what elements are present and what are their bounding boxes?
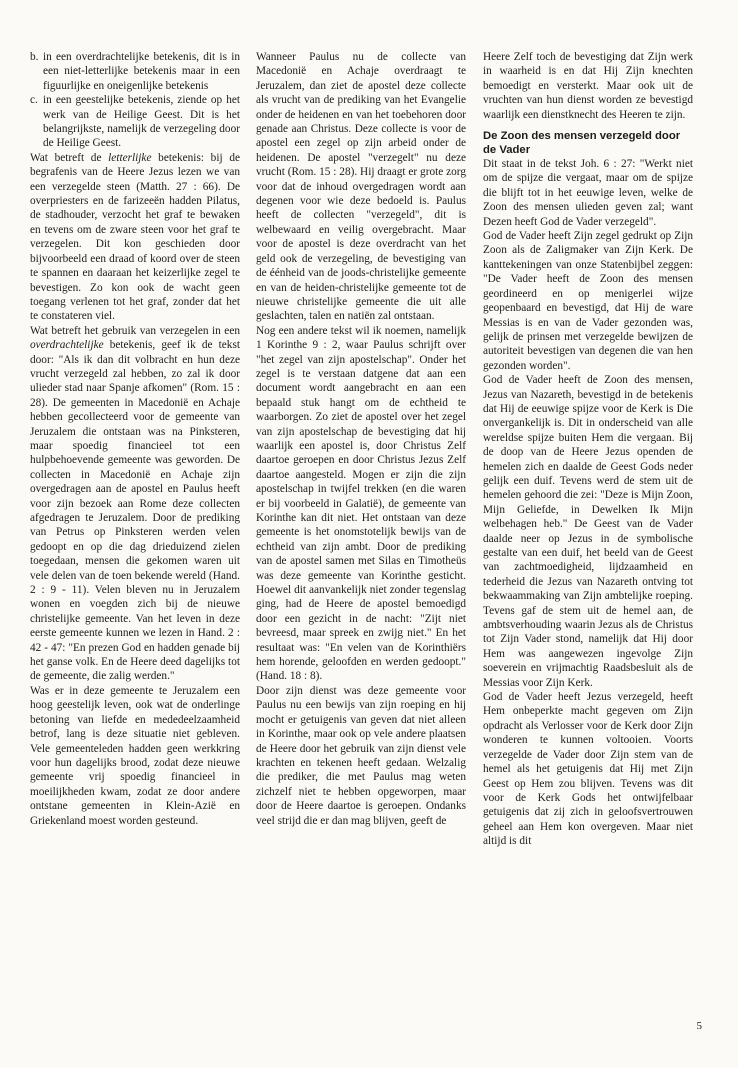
paragraph-text: betekenis, geef ik de tekst door: "Als ik dan dit volbracht en hun deze vrucht verzegeld zal hebben, zo zal ik door ulieder stad naar Spanje afkomen" (Rom. 15 : 28). De gemeenten in Macedonië en Achaje hebben gecollecteerd voor de gemeente van Jeruzalem die ontstaan was na Pinksteren, maar spoedig financieel tot een hulpbehoevende gemeente was geworden. De collecten in Macedonië en Achaje zijn overgedragen aan de apostel en Paulus heeft voor zijn bezoek aan Rome deze collecten afgedragen te Jeruzalem. Door de prediking van Petrus op Pinksteren werden velen gedoopt en op die dag drieduizend zielen toegedaan, mensen die gekomen waren uit vele delen van de toen bekende wereld (Hand. 2 : 9 - 11). Velen bleven nu in Jeruzalem wonen en voegden zich bij de nieuwe christelijke gemeente. Van het leven in deze eerste gemeente kunnen we lezen in Hand. 2 : 42 - 47: "En prezen God en hadden genade bij het ganse volk. En de Heere deed dagelijks tot de gemeente, die zalig werden.": [30, 339, 240, 683]
paragraph: Door zijn dienst was deze gemeente voor Paulus nu een bewijs van zijn roeping en hij mocht er getuigenis van geven dat niet alleen in Korinthe, maar ook op vele andere plaatsen de Heere door het gebruik van zijn dienst vele krachten en tekenen heeft gedaan. Welzalig die prediker, die met Paulus mag weten zichzelf niet te hebben opgeworpen, maar door de Heere daartoe is geroepen. Ondanks veel strijd die er dan mag blijven, geeft de: [256, 684, 466, 827]
paragraph-overdrachtelijke: [30, 324, 240, 684]
paragraph: Nog een andere tekst wil ik noemen, namelijk 1 Korinthe 9 : 2, waar Paulus schrijft over "het zegel van zijn apostelschap". Onder het zegel is te verstaan datgene dat aan een document wordt aangebracht en aan een bepaald stuk hangt om de echtheid te waarborgen. Zo ziet de apostel over het zegel van zijn apostelschap de bevestiging dat hij waarlijk een apostel is, door Christus Zelf daartoe geroepen en door Christus Jezus Zelf daartoe aangesteld. Mogen er zijn die zijn apostelschap in twijfel trekken (en die waren er bij voorbeeld in Galatië), de gemeente van Korinthe kan dit niet. Het ontstaan van deze gemeente is het onomstotelijk bewijs van de echtheid van zijn ambt. Door de prediking van de apostel samen met Silas en Timotheüs was deze gemeente van Korinthe gesticht. Hoewel dit aanvankelijk niet zonder tegenslag ging, had de Heere de apostel bemoedigd door een gezicht in de nacht: "Zijt niet bevreesd, maar spreek en zwijg niet." En het resultaat was: "En velen van de Korinthiërs hem horende, geloofden en werden gedoopt." (Hand. 18 : 8).: [256, 324, 466, 683]
paragraph: God de Vader heeft Jezus verzegeld, heeft Hem onbeperkte macht gegeven om Zijn opdracht als Verlosser voor de Kerk door Zijn wonderen te kunnen voltooien. Voorts verzegelde de Vader door Zijn stem van de hemel als het getuigenis dat Hij met Zijn Geest op Hem zou blijven. Tevens was dit voor de Kerk Gods het ontwijfelbaar getuigenis dat zij zich in geloofsvertrouwen geheel aan Hem kon overgeven. Maar niet altijd is dit: [483, 691, 693, 848]
paragraph: Dit staat in de tekst Joh. 6 : 27: "Werkt niet om de spijze die vergaat, maar om de spijze die blijft tot in het eeuwige leven, welke de Zoon des mensen ulieden geven zal; want Dezen heeft God de Vader verzegeld".: [483, 158, 693, 228]
emphasis-text: letterlijke: [108, 151, 152, 164]
emphasis-text: overdrachtelijke: [30, 339, 104, 352]
paragraph: Heere Zelf toch de bevestiging dat Zijn werk in waarheid is en dat Hij Zijn knechten bemoedigt en versterkt. Maar ook uit de vruchten van hun dienst worden ze bevestigd waarlijk een dienstknecht des Heeren te zijn.: [483, 51, 693, 121]
paragraph-text: betekenis: bij de begrafenis van de Heere Jezus lezen we van een verzegelde steen (Matth. 27 : 66). De overpriesters en de farizeeën hadden Pilatus, de stadhouder, verzocht het graf te bewaken en tevens om de zware steen voor het graf te verzegelen. Dit kon geschieden door bijvoorbeeld een draad of koord over de steen te spannen en daaraan het keizerlijke zegel te bevestigen. Zo kon ook de wacht geen toegang verlenen tot het graf, zonder dat het te constateren viel.: [30, 151, 240, 323]
paragraph: Wanneer Paulus nu de collecte van Macedonië en Achaje overdraagt te Jeruzalem, dan ziet de apostel deze collecte als vrucht van de prediking van het Evangelie onder de heidenen en van het toebehoren door genade aan Christus. Deze collecte is voor de apostel een zegel op zijn arbeid onder de heidenen. De apostel "verzegelt" nu deze vrucht (Rom. 15 : 28). Hij draagt er grote zorg voor dat de inhoud overgedragen wordt aan degenen voor wie deze bedoeld is. Paulus heeft de collecten "verzegeld", dit is welbewaard en veilig overgebracht. Maar voor de apostel is deze overdracht van het geld ook de verzegeling, de bevestiging van de éénheid van de joods-christelijke gemeente en van de heiden-christelijke gemeente tot de nieuwe christelijke gemeente die uit alle geslachten, talen en natiën zal ontstaan.: [256, 51, 466, 323]
paragraph-text: Wat betreft de: [30, 151, 109, 164]
list-item-text: in een overdrachtelijke betekenis, dit is in een niet-letterlijke betekenis maar in een figuurlijke en oneigenlijke betekenis: [43, 51, 240, 92]
list-marker: b.: [30, 51, 39, 63]
paragraph: Was er in deze gemeente te Jeruzalem een hoog geestelijk leven, ook wat de onderlinge betoning van liefde en mededeelzaamheid betrof, lang is deze situatie niet gebleven. Vele gemeenteleden hadden geen werkkring voor hun dagelijks brood, zodat deze nieuwe gemeente vrij spoedig financieel in moeilijkheden kwam, zodat ze door andere ontstane gemeenten in Klein-Azië en Griekenland moest worden gesteund.: [30, 684, 240, 827]
section-heading: De Zoon des mensen verzegeld door de Vader: [483, 130, 681, 157]
text-column-2: [256, 50, 466, 828]
list-item-text: in een geestelijke betekenis, ziende op het werk van de Heilige Geest. Dit is het belangrijkste, namelijk de verzegeling door de Heilige Geest.: [43, 94, 240, 150]
page-number: 5: [696, 1020, 702, 1032]
text-column-3: [483, 50, 693, 849]
list-item-b: [30, 50, 240, 93]
text-column-1: [30, 50, 240, 828]
paragraph-text: Wat betreft het gebruik van verzegelen in een: [30, 324, 240, 337]
paragraph: God de Vader heeft Zijn zegel gedrukt op Zijn Zoon als de Zaligmaker van Zijn Kerk. De kanttekeningen van onze Statenbijbel zeggen: "De Vader heeft de Zoon des mensen geordineerd en op menigerlei wijze geopenbaard en bevestigd, dat Hij de ware Messias is en van de Vader gezonden was, gelijk de prinsen met verzegelde bewijzen de autoriteit bevestigen van degenen die van hen gezonden worden".: [483, 230, 693, 372]
list-marker: c.: [30, 94, 38, 107]
list-item-c: [30, 93, 240, 151]
paragraph-letterlijke: [30, 151, 240, 324]
paragraph: God de Vader heeft de Zoon des mensen, Jezus van Nazareth, bevestigd in de betekenis dat Hij de eeuwige spijze voor de Kerk is Die onvergankelijk is. Dit in onderscheid van alle wereldse spijze buiten Hem die vergaan. Bij de doop van de Heere Jezus openden de hemelen zich en daalde de Geest Gods neder gelijk een duif. Tevens werd de stem uit de hemelen gehoord die zei: "Deze is Mijn Zoon, Mijn Geliefde, in Dewelken Ik Mijn welbehagen heb." De Geest van de Vader daalde neer op Jezus in de symbolische gestalte van een duif, het beeld van de Geest van zachtmoedigheid, lijdzaamheid en tederheid die Jezus van Nazareth ontving tot bekwaammaking van Zijn ambtelijke roeping. Tevens gaf de stem uit de hemel aan, de ambtsverhouding waarin Jezus als de Christus tot Zijn Vader stond, namelijk dat Hij door Hem was aangewezen ingevolge Zijn soeverein en vrijmachtig Raadsbesluit als de Messias voor Zijn Kerk.: [483, 374, 693, 689]
